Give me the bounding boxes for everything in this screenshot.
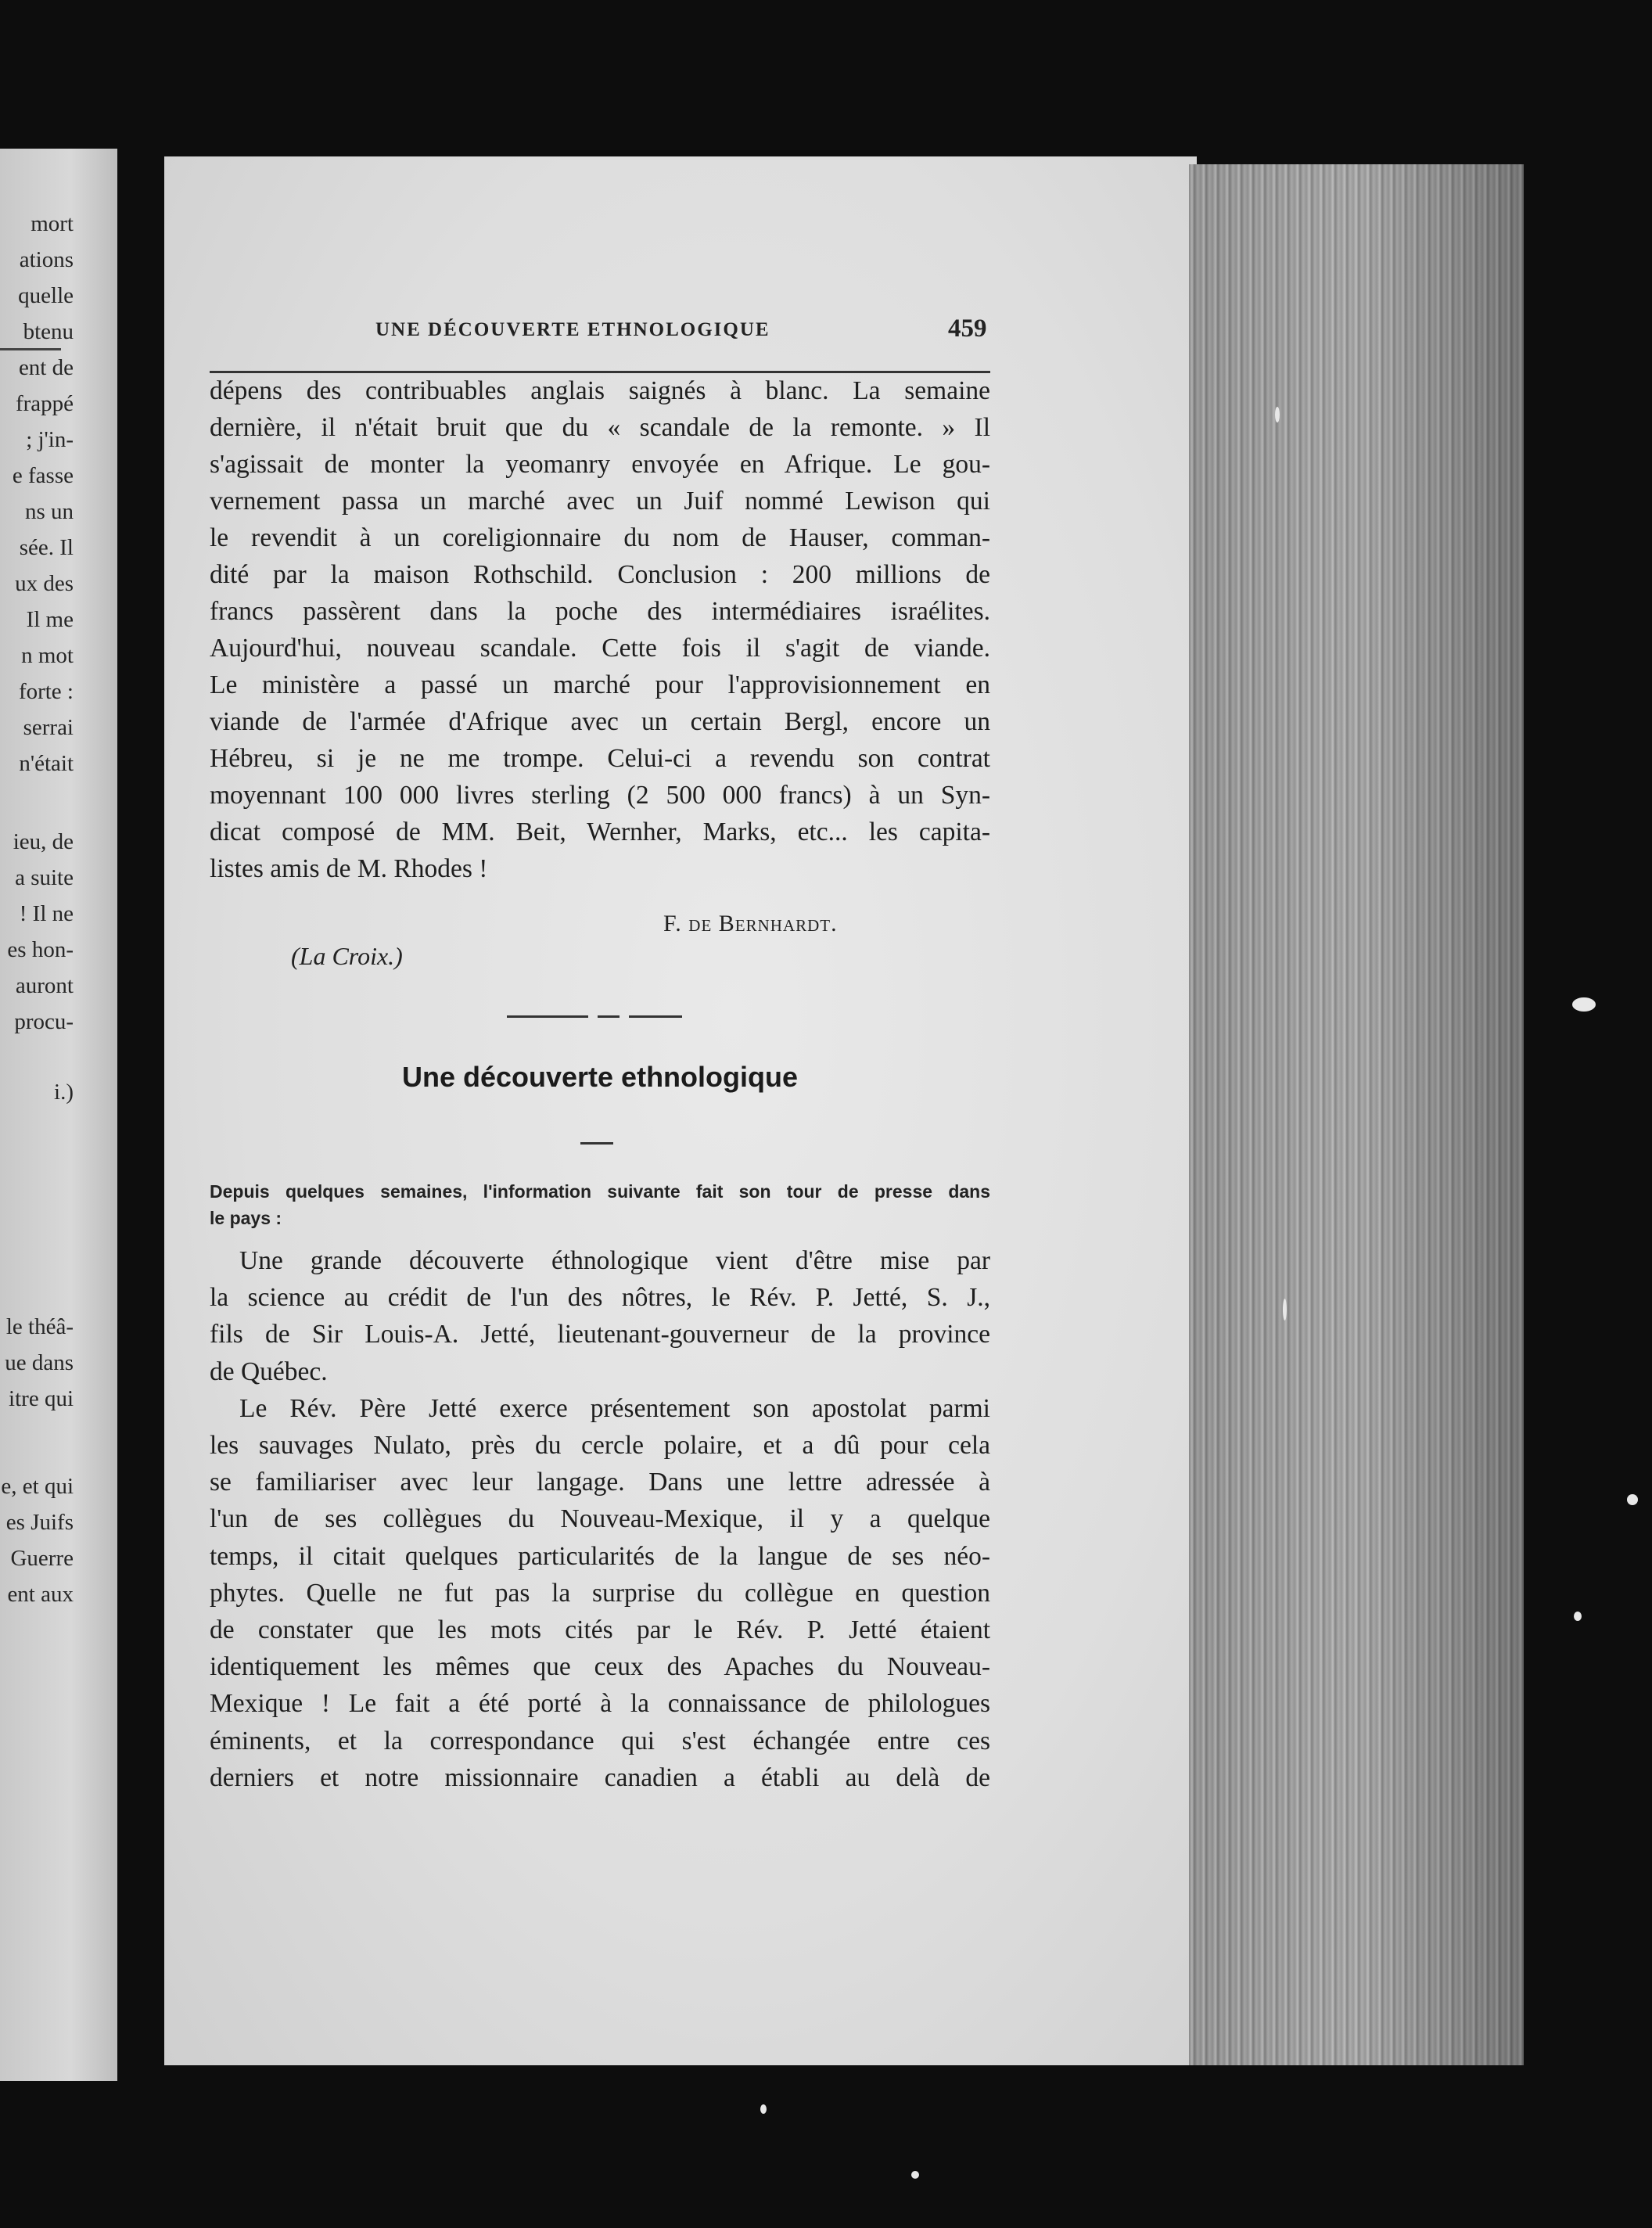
left-page-line: itre qui [9,1386,74,1411]
left-page-line: procu- [14,1009,74,1034]
title-rule [580,1142,613,1145]
text-line: de constater que les mots cités par le Rév. P. Jetté étaient [210,1615,990,1644]
source-attribution: (La Croix.) [291,942,403,970]
text-line: de Québec. [210,1357,328,1386]
section-ornament-left [507,1015,588,1018]
text-line: dicat composé de MM. Beit, Wernher, Marks, etc... les capita- [210,818,990,846]
text-line: Hébreu, si je ne me trompe. Celui-ci a revendu son contrat [210,744,990,773]
text-line: dernière, il n'était bruit que du « scandale de la remonte. » Il [210,413,990,442]
left-page-line: e, et qui [1,1474,74,1499]
left-page-line: ns un [24,499,74,524]
text-line: listes amis de M. Rhodes ! [210,854,488,883]
text-line: moyennant 100 000 livres sterling (2 500 000 francs) à un Syn- [210,781,990,810]
text-line: se familiariser avec leur langage. Dans une lettre adressée à [210,1468,990,1497]
text-line: Mexique ! Le fait a été porté à la connaissance de philologues [210,1689,990,1719]
left-page-line: frappé [15,391,74,416]
left-page-line: es Juifs [5,1510,74,1535]
left-page-line: n mot [21,643,74,668]
text-line: la science au crédit de l'un des nôtres, le Rév. P. Jetté, S. J., [210,1283,990,1313]
left-page-rule [0,348,61,350]
book-edge-shading [1189,164,1524,2065]
dust-mark [1572,997,1596,1012]
text-line: Le ministère a passé un marché pour l'approvisionnement en [210,670,990,699]
left-page-line: i.) [54,1080,74,1105]
text-line: Depuis quelques semaines, l'information suivante fait son tour de presse dans [210,1181,990,1202]
left-facing-page [0,149,117,2081]
text-line: l'un de ses collègues du Nouveau-Mexique, il y a quelque [210,1504,990,1534]
dust-mark [1627,1494,1638,1505]
left-page-line: auront [15,973,74,998]
left-page-line: mort [31,211,74,236]
left-page-line: le théâ- [5,1314,74,1339]
left-page-line: Guerre [10,1546,74,1571]
left-page-line: Il me [26,607,74,632]
text-line: dité par la maison Rothschild. Conclusion : 200 millions de [210,560,990,589]
text-line: Aujourd'hui, nouveau scandale. Cette fois il s'agit de viande. [210,634,990,663]
author-signature: F. de Bernhardt. [663,911,838,936]
text-line: fils de Sir Louis-A. Jetté, lieutenant-gouverneur de la province [210,1320,990,1349]
text-line: les sauvages Nulato, près du cercle polaire, et a dû pour cela [210,1431,990,1460]
text-line: le revendit à un coreligionnaire du nom de Hauser, comman- [210,523,990,552]
text-line: francs passèrent dans la poche des intermédiaires israélites. [210,597,990,626]
text-line: identiquement les mêmes que ceux des Apaches du Nouveau- [210,1652,990,1682]
text-line: Le Rév. Père Jetté exerce présentement son apostolat parmi [239,1393,990,1423]
text-line: viande de l'armée d'Afrique avec un certain Bergl, encore un [210,707,990,736]
left-page-line: a suite [15,865,74,890]
left-page-line: ux des [15,571,74,596]
text-line: temps, il citait quelques particularités de la langue de ses néo- [210,1541,990,1571]
left-page-line: e fasse [12,463,74,488]
left-page-line: n'était [19,751,74,776]
left-page-line: ; j'in- [26,427,74,452]
section-ornament-right [629,1015,682,1018]
text-line: derniers et notre missionnaire canadien a établi au delà de [210,1763,990,1792]
page-number: 459 [948,314,987,343]
text-line: dépens des contribuables anglais saignés à blanc. La semaine [210,376,990,405]
left-page-line: ent aux [7,1582,74,1607]
running-title: UNE DÉCOUVERTE ETHNOLOGIQUE [375,319,770,340]
article-title: Une découverte ethnologique [401,1061,799,1093]
left-page-line: ent de [18,355,74,380]
text-line: s'agissait de monter la yeomanry envoyée en Afrique. Le gou- [210,450,990,479]
text-line: phytes. Quelle ne fut pas la surprise du collègue en question [210,1578,990,1608]
header-rule [210,371,990,373]
left-page-line: ieu, de [13,829,74,854]
text-line: le pays : [210,1208,282,1228]
section-ornament-middle [598,1015,620,1018]
text-line: éminents, et la correspondance qui s'est échangée entre ces [210,1726,990,1755]
left-page-line: btenu [23,319,74,344]
left-page-line: forte : [18,679,74,704]
left-page-line: quelle [18,283,74,308]
dust-mark [911,2171,919,2179]
left-page-line: serrai [23,715,74,740]
left-page-line: ue dans [5,1350,74,1375]
dust-mark [1574,1612,1582,1621]
left-page-line: es hon- [7,937,74,962]
text-line: Une grande découverte éthnologique vient d'être mise par [239,1246,990,1275]
scratch-mark [1275,407,1280,422]
left-page-line: sée. Il [19,535,74,560]
left-page-line: ! Il ne [19,901,74,926]
text-line: vernement passa un marché avec un Juif nommé Lewison qui [210,487,990,516]
left-page-line: ations [19,247,74,272]
dust-mark [760,2104,767,2114]
scratch-mark [1283,1299,1287,1321]
